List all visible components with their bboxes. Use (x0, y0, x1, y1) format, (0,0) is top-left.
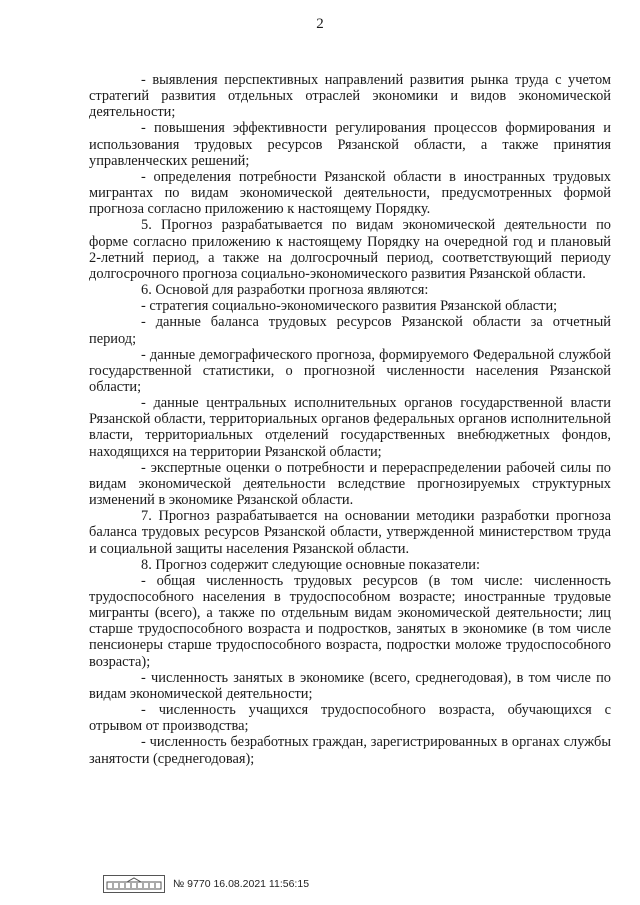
paragraph: - экспертные оценки о потребности и перераспределении рабочей силы по видам экономической деятельности вследствие прогнозируемых структурных изменений в экономике Рязанской области. (89, 459, 611, 509)
paragraph: - численность безработных граждан, зарегистрированных в органах службы занятости (среднегодовая); (89, 734, 611, 767)
registration-stamp (173, 878, 309, 890)
paragraph: - численность учащихся трудоспособного возраста, обучающихся с отрывом от производства; (89, 702, 611, 735)
paragraph: - общая численность трудовых ресурсов (в том числе: численность трудоспособного населения в трудоспособном возрасте; иностранные трудовые мигранты (всего), а также по отдельным видам экономической деятельности; лиц старше трудоспособного возраста и подростков, занятых в экономике (в том числе пенсионеры старше трудоспособного возраста, подростки моложе трудоспособного возраста); (89, 572, 611, 670)
paragraph: - стратегия социально-экономического развития Рязанской области; (141, 298, 558, 315)
paragraph: - выявления перспективных направлений развития рынка труда с учетом стратегий развития отдельных отраслей экономики и видов экономической деятельности; (89, 72, 611, 121)
document-number: № 9770 (173, 878, 211, 890)
paragraph: - определения потребности Рязанской области в иностранных трудовых мигрантах по видам экономической деятельности, предусмотренных формой прогноза согласно приложению к настоящему Порядку. (89, 168, 611, 218)
paragraph: - повышения эффективности регулирования процессов формирования и использования трудовых ресурсов Рязанской области, а также принятия управленческих решений; (89, 120, 611, 169)
paragraph: 5. Прогноз разрабатывается по видам экономической деятельности по форме согласно приложению к настоящему Порядку на очередной год и плановый 2-летний период, а также на долгосрочный период, соответствующий периоду долгосрочного прогноза социально-экономического развития Рязанской области. (89, 217, 611, 282)
page-number: 2 (316, 16, 324, 32)
paragraph: - данные демографического прогноза, формируемого Федеральной службой государственной статистики, о прогнозной численности населения Рязанской области; (89, 346, 611, 395)
building-stamp-icon (103, 875, 165, 893)
paragraph: 6. Основой для разработки прогноза являются: (141, 282, 429, 299)
paragraph: 7. Прогноз разрабатывается на основании методики разработки прогноза баланса трудовых ресурсов Рязанской области, утвержденной министерством труда и социальной защиты населения Рязанской области. (89, 508, 611, 557)
paragraph: - численность занятых в экономике (всего, среднегодовая), в том числе по видам экономической деятельности; (89, 669, 611, 702)
document-footer (103, 875, 523, 895)
paragraph: 8. Прогноз содержит следующие основные показатели: (141, 556, 480, 573)
paragraph: - данные баланса трудовых ресурсов Рязанской области за отчетный период; (89, 314, 611, 347)
document-body (89, 72, 611, 767)
paragraph: - данные центральных исполнительных органов государственной власти Рязанской области, территориальных органов федеральных органов исполнительной власти, территориальных отделений государственных внебюджетных фондов, находящихся на территории Рязанской области; (89, 395, 611, 460)
registration-timestamp: 16.08.2021 11:56:15 (213, 878, 310, 890)
